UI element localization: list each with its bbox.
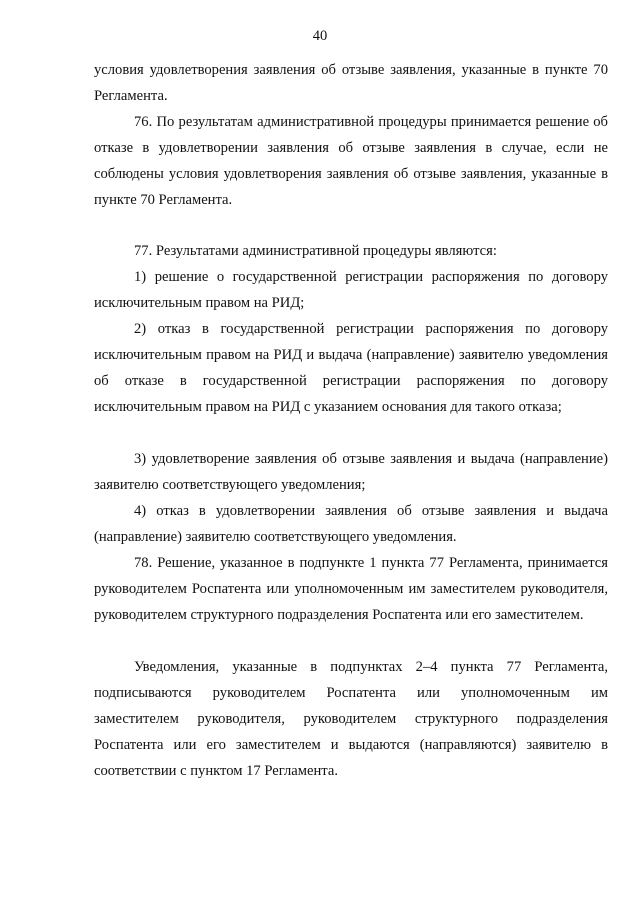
- paragraph-text: условия удовлетворения заявления об отзыве заявления, указанные в пункте 70 Регламента.: [94, 62, 608, 104]
- paragraph-text: 1) решение о государственной регистрации распоряжения по договору исключительным правом на РИД;: [94, 269, 608, 311]
- paragraph-text: 78. Решение, указанное в подпункте 1 пункта 77 Регламента, принимается руководителем Роспатента или уполномоченным им заместителем руководителя, руководителем структурного подразделения Роспатента или его заместителем.: [94, 555, 608, 623]
- list-item-1: [94, 265, 608, 317]
- paragraph-text: Уведомления, указанные в подпунктах 2–4 пункта 77 Регламента, подписываются руководителем Роспатента или уполномоченным им заместителем руководителя, руководителем структурного подразделения Роспатента или его заместителем и выдаются (направляются) заявителю в соответствии с пунктом 17 Регламента.: [94, 659, 608, 779]
- paragraph-77: [94, 239, 608, 265]
- paragraph-continuation-70: [94, 58, 608, 110]
- page-number: 40: [312, 28, 328, 44]
- paragraph-text: 76. По результатам административной процедуры принимается решение об отказе в удовлетворении заявления об отзыве заявления в случае, если не соблюдены условия удовлетворения заявления об отзыве заявления, указанные в пункте 70 Регламента.: [94, 114, 608, 208]
- paragraph-notifications: [94, 655, 608, 785]
- list-item-3: [94, 447, 608, 499]
- paragraph-78: [94, 551, 608, 629]
- paragraph-text: 2) отказ в государственной регистрации распоряжения по договору исключительным правом на РИД и выдача (направление) заявителю уведомления об отказе в государственной регистрации распоряжения по договору исключительным правом на РИД с указанием основания для такого отказа;: [94, 321, 608, 415]
- paragraph-text: 3) удовлетворение заявления об отзыве заявления и выдача (направление) заявителю соответствующего уведомления;: [94, 451, 608, 493]
- list-item-2: [94, 317, 608, 421]
- paragraph-76: [94, 110, 608, 214]
- list-item-4: [94, 499, 608, 551]
- paragraph-text: 77. Результатами административной процедуры являются:: [134, 243, 497, 259]
- paragraph-text: 4) отказ в удовлетворении заявления об отзыве заявления и выдача (направление) заявителю соответствующего уведомления.: [94, 503, 608, 545]
